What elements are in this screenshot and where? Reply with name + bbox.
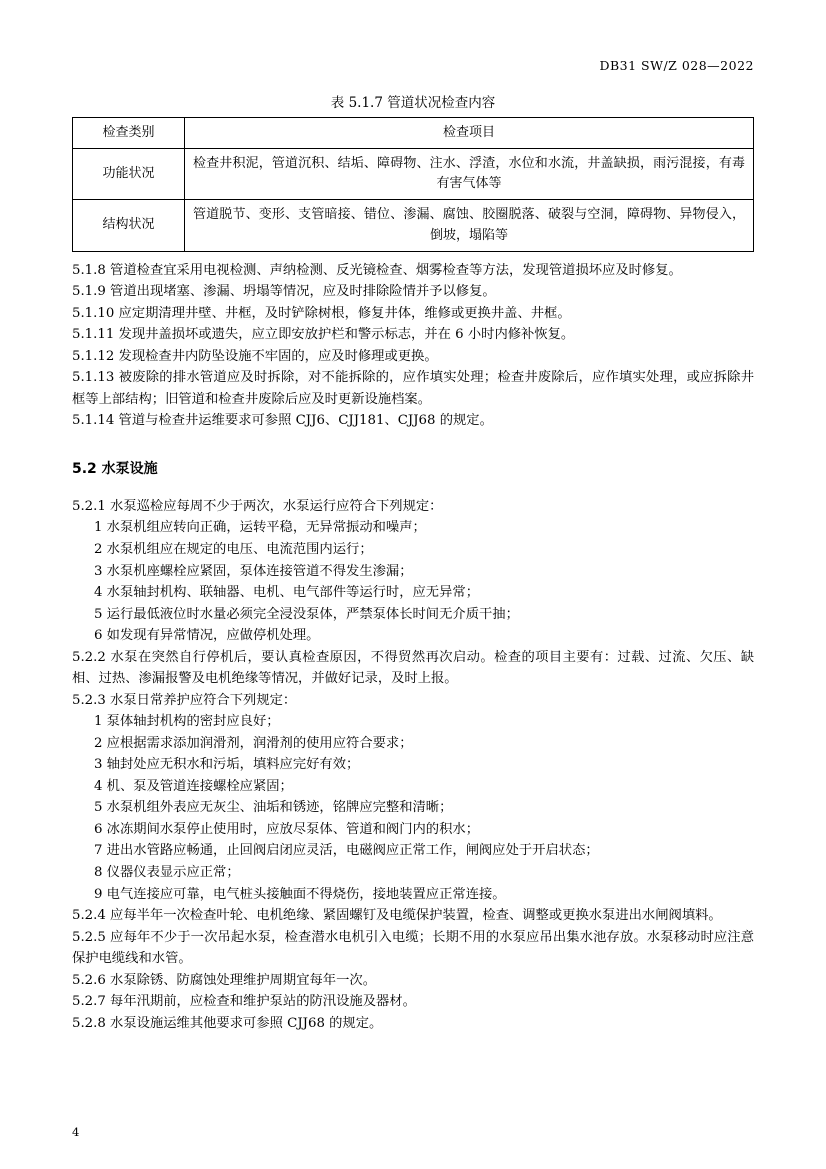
- table-caption: 表 5.1.7 管道状况检查内容: [330, 95, 496, 111]
- table-row: [73, 149, 754, 200]
- clause-5-1-8: 5.1.8 管道检查宜采用电视检测、声纳检测、反光镜检查、烟雾检查等方法，发现管道损坏应及时修复。: [72, 262, 682, 278]
- list-item: 2 应根据需求添加润滑剂，润滑剂的使用应符合要求；: [94, 735, 413, 751]
- list-item: 5 运行最低液位时水量必须完全浸没泵体，严禁泵体长时间无介质干抽；: [94, 606, 519, 622]
- table-header-category: 检查类别: [73, 118, 185, 149]
- list-item: 2 水泵机组应在规定的电压、电流范围内运行；: [94, 542, 373, 558]
- pipeline-inspection-table: [72, 117, 754, 252]
- list-item: 6 冰冻期间水泵停止使用时，应放尽泵体、管道和阀门内的积水；: [94, 821, 479, 837]
- list-item: 7 进出水管路应畅通，止回阀启闭应灵活，电磁阀应正常工作，闸阀应处于开启状态；: [94, 843, 599, 859]
- clause-5-1-10: 5.1.10 应定期清理井壁、井框，及时铲除树根，修复井体，维修或更换井盖、井框。: [72, 305, 571, 321]
- table-row: [73, 200, 754, 251]
- list-item: 8 仪器仪表显示应正常；: [94, 864, 240, 880]
- clause-5-1-9: 5.1.9 管道出现堵塞、渗漏、坍塌等情况，应及时排除险情并予以修复。: [72, 284, 496, 300]
- clause-5-2-4: 5.2.4 应每半年一次检查叶轮、电机绝缘、紧固螺钉及电缆保护装置，检查、调整或更换水泵进出水闸阀填料。: [72, 908, 722, 924]
- clause-5-2-8: 5.2.8 水泵设施运维其他要求可参照 CJJ68 的规定。: [72, 1015, 383, 1031]
- list-item: 3 轴封处应无积水和污垢，填料应完好有效；: [94, 757, 360, 773]
- clause-5-1-14: 5.1.14 管道与检查井运维要求可参照 CJJ6、CJJ181、CJJ68 的规定。: [72, 413, 493, 429]
- list-item: 9 电气连接应可靠，电气桩头接触面不得烧伤，接地装置应正常连接。: [94, 886, 506, 902]
- row-items: 管道脱节、变形、支管暗接、错位、渗漏、腐蚀、胶圈脱落、破裂与空洞，障碍物、异物侵入，倒坡，塌陷等: [185, 200, 754, 251]
- clause-5-2-6: 5.2.6 水泵除锈、防腐蚀处理维护周期宜每年一次。: [72, 972, 376, 988]
- clause-block-5-2: [72, 496, 754, 1034]
- list-item: 4 水泵轴封机构、联轴器、电机、电气部件等运行时，应无异常；: [94, 585, 479, 601]
- list-item: 1 水泵机组应转向正确，运转平稳，无异常振动和噪声；: [94, 520, 426, 536]
- clause-5-2-1: 5.2.1 水泵巡检应每周不少于两次，水泵运行应符合下列规定：: [72, 498, 443, 514]
- section-heading-5-2: 5.2 水泵设施: [72, 460, 158, 477]
- clause-5-1-13: 5.1.13 被废除的排水管道应及时拆除，对不能拆除的，应作填实处理；检查井废除后，应作填实处理，或应拆除井框等上部结构；旧管道和检查井废除后应及时更新设施档案。: [72, 370, 754, 407]
- row-category: 功能状况: [73, 149, 185, 200]
- list-item: 3 水泵机座螺栓应紧固，泵体连接管道不得发生渗漏；: [94, 563, 413, 579]
- table-header-row: [73, 118, 754, 149]
- list-item: 4 机、泵及管道连接螺栓应紧固；: [94, 778, 293, 794]
- list-item: 1 泵体轴封机构的密封应良好；: [94, 714, 280, 730]
- clause-5-2-3: 5.2.3 水泵日常养护应符合下列规定：: [72, 692, 297, 708]
- row-category: 结构状况: [73, 200, 185, 251]
- clause-5-1-11: 5.1.11 发现井盖损坏或遗失，应立即安放护栏和警示标志，并在 6 小时内修补恢复。: [72, 327, 575, 343]
- list-item: 6 如发现有异常情况，应做停机处理。: [94, 628, 320, 644]
- row-items: 检查井积泥，管道沉积、结垢、障碍物、注水、浮渣，水位和水流，井盖缺损，雨污混接，有毒有害气体等: [185, 149, 754, 200]
- page-header: [72, 58, 754, 73]
- clause-5-2-5: 5.2.5 应每年不少于一次吊起水泵，检查潜水电机引入电缆；长期不用的水泵应吊出集水池存放。水泵移动时应注意保护电缆线和水管。: [72, 929, 754, 967]
- clause-block-5-1: [72, 260, 754, 432]
- clause-5-2-7: 5.2.7 每年汛期前，应检查和维护泵站的防汛设施及器材。: [72, 994, 416, 1010]
- table-header-items: 检查项目: [185, 118, 754, 149]
- standard-code: DB31 SW/Z 028—2022: [599, 58, 754, 73]
- list-item: 5 水泵机组外表应无灰尘、油垢和锈迹，铭牌应完整和清晰；: [94, 800, 453, 816]
- page-number: 4: [72, 1125, 80, 1139]
- clause-5-1-12: 5.1.12 发现检查井内防坠设施不牢固的，应及时修理或更换。: [72, 348, 438, 364]
- clause-5-2-2: 5.2.2 水泵在突然自行停机后，要认真检查原因，不得贸然再次启动。检查的项目主要有：过载、过流、欠压、缺相、过热、渗漏报警及电机绝缘等情况，并做好记录，及时上报。: [72, 649, 754, 687]
